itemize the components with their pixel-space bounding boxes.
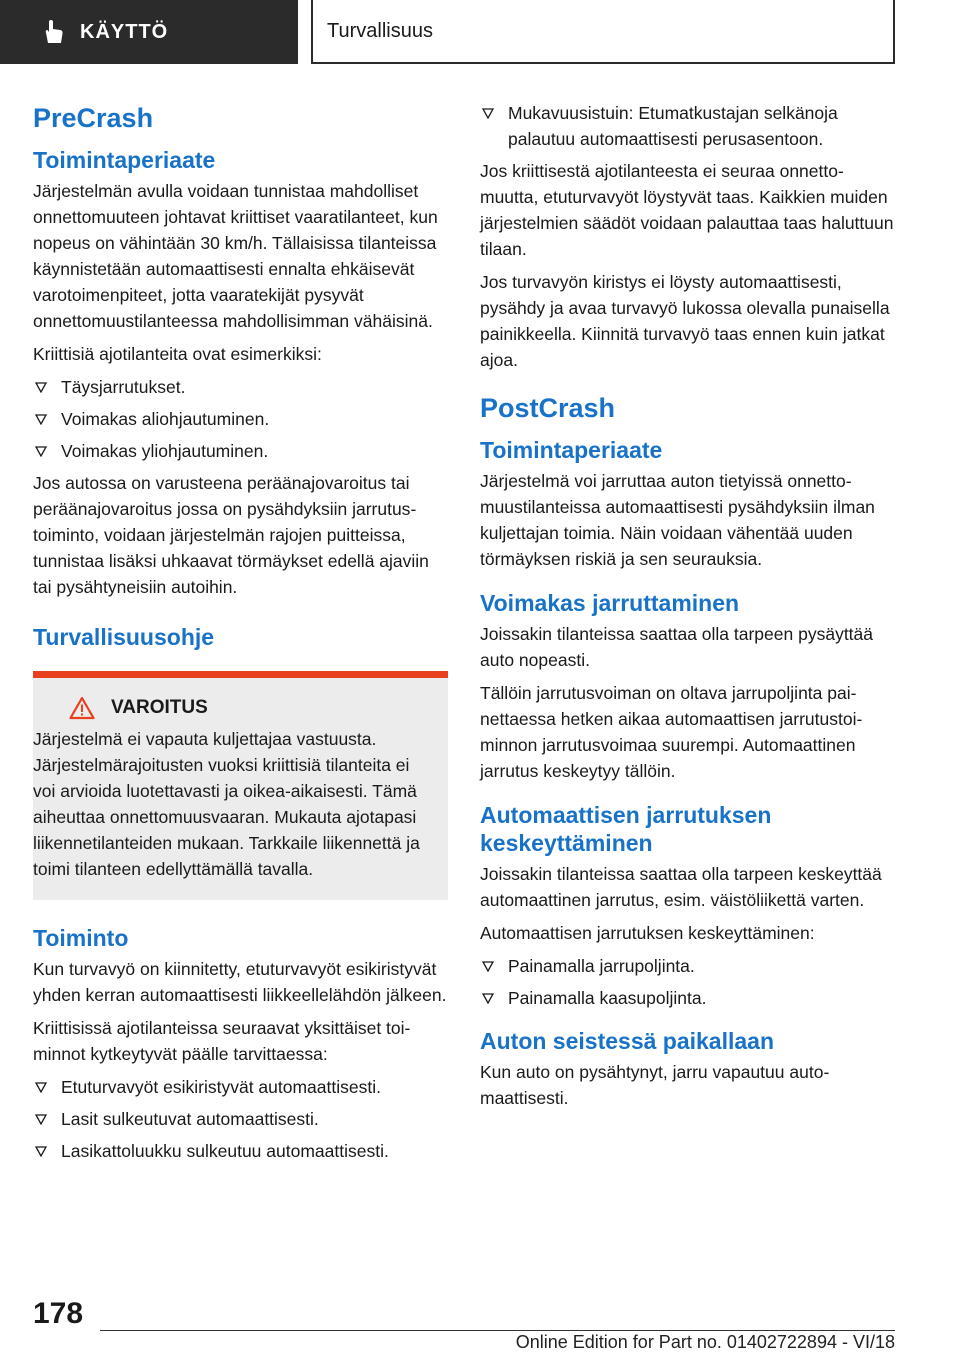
list-item: Painamalla kaasupoljinta.: [480, 985, 895, 1011]
right-column: [480, 100, 895, 1118]
strong-braking-heading: Voimakas jarruttaminen: [480, 590, 740, 616]
list-item: Täysjarrutukset.: [33, 374, 448, 400]
bullet-triangle-icon: [482, 108, 494, 119]
edition-text: Online Edition for Part no. 01402722894 - VI/18: [515, 1332, 895, 1352]
interrupt-list: [480, 953, 895, 1011]
strong-braking-text-2: Tällöin jarrutusvoiman on oltava jarrupoljinta painettaessa hetken aikaa automaattisen jarrutustoiminnon jarrutusvoimaa suurempi. Automaattinen jarrutus keskeytyy tällöin.: [480, 683, 863, 781]
function-heading: Toiminto: [33, 925, 129, 951]
chapter-tab: [0, 0, 298, 64]
warning-title: VAROITUS: [111, 697, 208, 718]
strong-braking-text-1: Joissakin tilanteissa saattaa olla tarpeen pysäyttää auto nopeasti.: [480, 624, 874, 670]
actions-list: [33, 1074, 448, 1164]
section-header: Turvallisuus: [311, 0, 895, 64]
postcrash-principle-text: Järjestelmä voi jarruttaa auton tietyissä onnettomuustilanteissa automaattisesti pysähdyksiin ilman kuljettajan toimia. Näin voidaan vähentää uuden törmäyksen riskiä ja sen seurauksia.: [480, 471, 875, 569]
bullet-triangle-icon: [35, 1114, 47, 1125]
postcrash-title: PostCrash: [480, 393, 616, 423]
interrupt-heading: Automaattisen jarrutuksen keskeyttäminen: [480, 802, 772, 856]
list-item: Voimakas yliohjautuminen.: [33, 438, 448, 464]
warning-box: [33, 671, 448, 900]
postcrash-principle-heading: Toimintaperiaate: [480, 437, 663, 463]
list-item: Lasit sulkeutuvat automaattisesti.: [33, 1106, 448, 1132]
no-accident-text: Jos kriittisestä ajotilanteesta ei seuraa onnettomuutta, etuturvavyöt löystyvät taas. Kaikkien muiden järjestelmien säädöt voidaan palauttaa taas haluttuun tilaan.: [480, 161, 894, 259]
warning-header: [33, 696, 434, 720]
interrupt-text: Joissakin tilanteissa saattaa olla tarpeen keskeyttää automaattinen jarrutus, esim. väistöliikettä varten.: [480, 864, 882, 910]
bullet-triangle-icon: [482, 993, 494, 1004]
principle-text: Järjestelmän avulla voidaan tunnistaa mahdolliset onnettomuuteen johtavat kriittiset vaaratilanteet, kun nopeus on vähintään 30 km/h. Tällaisissa tilanteissa käynnistetään automaattisesti ennalta ehkäisevät varotoimenpiteet, jotta vaaratekijät pysyvät onnettomuustilanteessa mahdollisimman vähäisinä.: [33, 181, 438, 331]
actions-intro: Kriittisissä ajotilanteissa seuraavat yksittäiset toiminnot kytkeytyvät päälle tarvittaessa:: [33, 1018, 411, 1064]
list-item: Lasikattoluukku sulkeutuu automaattisesti.: [33, 1138, 448, 1164]
seat-list: [480, 100, 895, 152]
interrupt-intro: Automaattisen jarrutuksen keskeyttäminen:: [480, 923, 815, 943]
function-text: Kun turvavyö on kiinnitetty, etuturvavyöt esikiristyvät yhden kerran automaattisesti liikkeellelähdön jälkeen.: [33, 959, 447, 1005]
examples-list: [33, 374, 448, 464]
principle-heading: Toimintaperiaate: [33, 147, 216, 173]
list-item: Painamalla jarrupoljinta.: [480, 953, 895, 979]
standstill-text: Kun auto on pysähtynyt, jarru vapautuu automaattisesti.: [480, 1062, 830, 1108]
bullet-triangle-icon: [35, 446, 47, 457]
list-item: Etuturvavyöt esikiristyvät automaattisesti.: [33, 1074, 448, 1100]
examples-intro: Kriittisiä ajotilanteita ovat esimerkiksi:: [33, 344, 322, 364]
bullet-triangle-icon: [35, 414, 47, 425]
precrash-title: PreCrash: [33, 103, 154, 133]
standstill-heading: Auton seistessä paikallaan: [480, 1028, 775, 1054]
bullet-triangle-icon: [35, 382, 47, 393]
list-item: Mukavuusistuin: Etumatkustajan selkänoja palautuu automaattisesti perusasentoon.: [480, 100, 895, 152]
page-number: 178: [33, 1297, 84, 1330]
bullet-triangle-icon: [482, 961, 494, 972]
safety-heading: Turvallisuusohje: [33, 624, 215, 650]
left-column: [33, 100, 448, 1170]
list-item: Voimakas aliohjautuminen.: [33, 406, 448, 432]
bullet-triangle-icon: [35, 1146, 47, 1157]
warning-text: Järjestelmä ei vapauta kuljettajaa vastuusta. Järjestelmärajoitusten vuoksi kriittisiä tilanteita ei voi arvioida luotettavasti ja oikea-aikaisesti. Tämä aiheuttaa onnettomuusvaaran. Mukauta ajotapasi liikennetilanteiden mukaan. Tarkkaile liikennettä ja toimi tilanteen edellyttämällä tavalla.: [33, 729, 420, 879]
belt-release-text: Jos turvavyön kiristys ei löysty automaattisesti, pysähdy ja avaa turvavyö lukossa olevalla punaisella painikkeella. Kiinnitä turvavyö taas ennen kuin jatkat ajoa.: [480, 272, 890, 370]
bullet-triangle-icon: [35, 1082, 47, 1093]
chapter-label: KÄYTTÖ: [80, 20, 169, 43]
footer-rule: [100, 1330, 895, 1331]
rear-warning-text: Jos autossa on varusteena peräänajovaroitus tai peräänajovaroitus jossa on pysähdyksiin jarrutustoiminto, voidaan järjestelmän rajojen puitteissa, tunnistaa lisäksi uhkaavat törmäykset edellä ajaviin tai pysähtyneisiin autoihin.: [33, 473, 429, 597]
warning-triangle-icon: [69, 696, 95, 720]
hand-pointer-icon: [40, 19, 66, 45]
